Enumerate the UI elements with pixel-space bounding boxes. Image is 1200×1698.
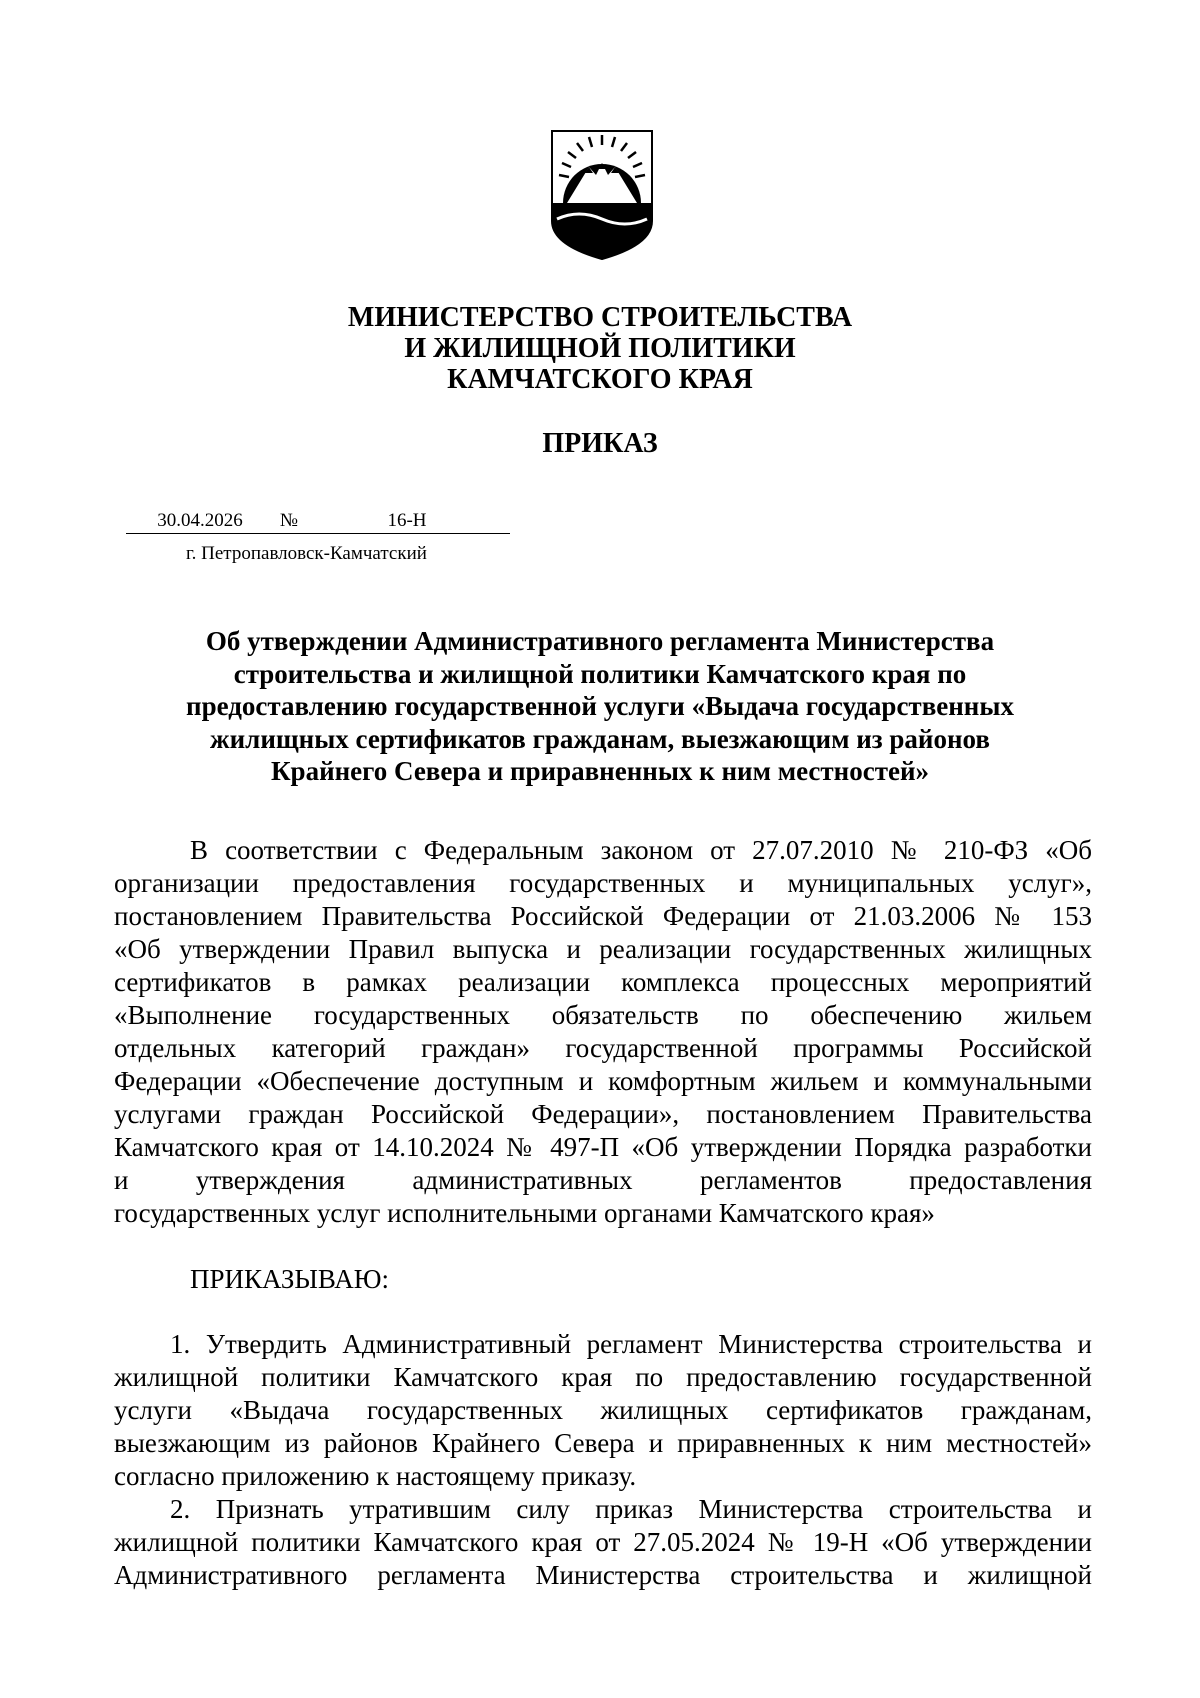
order-number: 16-Н: [304, 510, 510, 534]
city: г. Петропавловск-Камчатский: [186, 543, 427, 564]
ministry-line-1: МИНИСТЕРСТВО СТРОИТЕЛЬСТВА: [347, 302, 853, 333]
number-sign: №: [274, 510, 304, 534]
item1-line-5: согласно приложению к настоящему приказу.: [114, 1461, 637, 1491]
order-item-1: [114, 1328, 1092, 1493]
item2-line-1: 2. Признать утратившим силу приказ Министерства строительства и: [170, 1494, 1092, 1524]
item1-line-4: выезжающим из районов Крайнего Севера и приравненных к ним местностей»: [114, 1428, 1092, 1458]
item1-line-3: услуги «Выдача государственных жилищных сертификатов гражданам,: [114, 1395, 1092, 1425]
order-item-2: [114, 1493, 1092, 1592]
subject-line-5: Крайнего Севера и приравненных к ним местностей»: [270, 756, 930, 786]
subject-line-2: строительства и жилищной политики Камчатского края по: [233, 658, 967, 689]
ministry-line-2: И ЖИЛИЩНОЙ ПОЛИТИКИ: [404, 333, 796, 364]
item1-line-2: жилищной политики Камчатского края по предоставлению государственной: [114, 1362, 1092, 1392]
order-date: 30.04.2026: [126, 510, 274, 534]
item2-line-2: жилищной политики Камчатского края от 27.05.2024 № 19-Н «Об утверждении: [114, 1527, 1092, 1557]
preamble-line-5: сертификатов в рамках реализации комплекса процессных мероприятий: [114, 967, 1092, 997]
preamble-line-10: Камчатского края от 14.10.2024 № 497-П «Об утверждении Порядка разработки: [114, 1132, 1092, 1162]
preamble-line-6: «Выполнение государственных обязательств по обеспечению жильем: [114, 1000, 1092, 1030]
subject-line-1: Об утверждении Административного регламента Министерства: [205, 626, 995, 656]
preamble-line-7: отдельных категорий граждан» государственной программы Российской: [114, 1033, 1092, 1063]
item1-line-1: 1. Утвердить Административный регламент Министерства строительства и: [170, 1329, 1092, 1359]
preamble-line-12: государственных услуг исполнительными органами Камчатского края»: [114, 1198, 935, 1228]
requisites-line: [126, 510, 510, 534]
preamble-line-8: Федерации «Обеспечение доступным и комфортным жильем и коммунальными: [114, 1066, 1092, 1096]
preamble-line-1: В соответствии с Федеральным законом от 27.07.2010 № 210-ФЗ «Об: [190, 835, 1092, 865]
subject-line-4: жилищных сертификатов гражданам, выезжающим из районов: [210, 723, 990, 754]
order-body: [114, 834, 1092, 1592]
ministry-name: [0, 302, 1200, 395]
preamble-line-2: организации предоставления государственных и муниципальных услуг»,: [114, 868, 1092, 898]
orders-word: ПРИКАЗЫВАЮ:: [190, 1264, 389, 1294]
preamble: [114, 834, 1092, 1230]
preamble-line-9: услугами граждан Российской Федерации», постановлением Правительства: [114, 1099, 1092, 1129]
subject-line-3: предоставлению государственной услуги «Выдача государственных: [186, 691, 1014, 721]
order-subject: [150, 625, 1050, 788]
item2-line-3: Административного регламента Министерства строительства и жилищной: [114, 1560, 1092, 1590]
preamble-line-4: «Об утверждении Правил выпуска и реализации государственных жилищных: [114, 934, 1092, 964]
preamble-line-3: постановлением Правительства Российской Федерации от 21.03.2006 № 153: [114, 901, 1092, 931]
kamchatka-coat-of-arms: [549, 129, 655, 261]
ministry-line-3: КАМЧАТСКОГО КРАЯ: [447, 364, 753, 395]
preamble-line-11: и утверждения административных регламентов предоставления: [114, 1165, 1092, 1195]
doc-type-title: ПРИКАЗ: [542, 428, 658, 459]
